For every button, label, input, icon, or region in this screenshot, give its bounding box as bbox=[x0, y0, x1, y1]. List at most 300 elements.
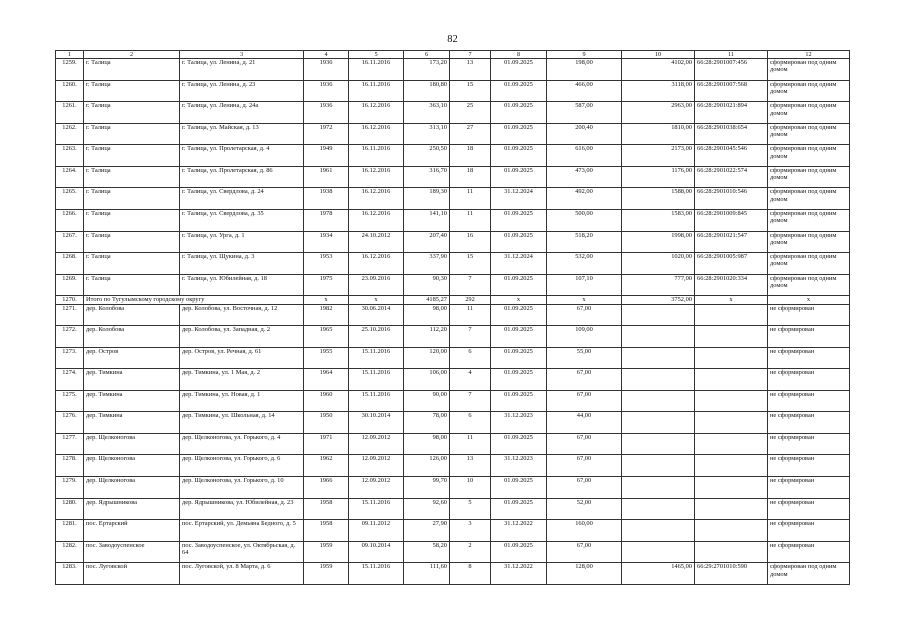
land-status-cell: не сформирован bbox=[768, 541, 850, 563]
locality-cell: г. Талица bbox=[84, 145, 180, 167]
area-cell: 126,00 bbox=[404, 455, 450, 477]
total-row-number: 1270. bbox=[56, 296, 84, 305]
row-number: 1268. bbox=[56, 253, 84, 275]
land-status-cell: сформирован под одним домом bbox=[768, 59, 850, 81]
deadline-date-cell: 01.09.2025 bbox=[491, 145, 547, 167]
row-number: 1280. bbox=[56, 498, 84, 520]
value10-cell: 1588,00 bbox=[622, 188, 695, 210]
value9-cell: 532,00 bbox=[547, 253, 622, 275]
column-number-header: 5 bbox=[349, 51, 404, 59]
year-cell: 1972 bbox=[304, 123, 349, 145]
locality-cell: г. Талица bbox=[84, 274, 180, 296]
area-cell: 141,10 bbox=[404, 209, 450, 231]
land-status-cell: сформирован под одним домом bbox=[768, 102, 850, 124]
cadastral-number-cell bbox=[695, 326, 768, 348]
cadastral-number-cell: 66:28:2901022:574 bbox=[695, 166, 768, 188]
deadline-date-cell: 31.12.2023 bbox=[491, 455, 547, 477]
address-cell: дер. Щелконогова, ул. Горького, д. 6 bbox=[180, 455, 304, 477]
row-number: 1266. bbox=[56, 209, 84, 231]
count-cell: 11 bbox=[450, 209, 491, 231]
table-row bbox=[56, 102, 850, 124]
deadline-date-cell: 31.12.2024 bbox=[491, 188, 547, 210]
date-cell: 16.12.2016 bbox=[349, 123, 404, 145]
cadastral-number-cell bbox=[695, 498, 768, 520]
value10-cell: 2173,00 bbox=[622, 145, 695, 167]
year-cell: 1962 bbox=[304, 455, 349, 477]
deadline-date-cell: 01.09.2025 bbox=[491, 123, 547, 145]
year-cell: 1966 bbox=[304, 477, 349, 499]
count-cell: 4 bbox=[450, 369, 491, 391]
row-number: 1260. bbox=[56, 80, 84, 102]
cadastral-number-cell bbox=[695, 455, 768, 477]
row-number: 1283. bbox=[56, 563, 84, 585]
deadline-date-cell: 31.12.2022 bbox=[491, 563, 547, 585]
address-cell: г. Талица, ул. Пролетарская, д. 86 bbox=[180, 166, 304, 188]
locality-cell: пос. Луговской bbox=[84, 563, 180, 585]
year-cell: 1982 bbox=[304, 304, 349, 326]
value10-cell bbox=[622, 347, 695, 369]
address-cell: дер. Щелконогова, ул. Горького, д. 4 bbox=[180, 433, 304, 455]
cadastral-number-cell bbox=[695, 541, 768, 563]
cadastral-number-cell: 66:28:2901045:546 bbox=[695, 145, 768, 167]
row-number: 1275. bbox=[56, 390, 84, 412]
total-year: x bbox=[304, 296, 349, 305]
locality-cell: г. Талица bbox=[84, 231, 180, 253]
area-cell: 90,00 bbox=[404, 390, 450, 412]
value9-cell: 500,00 bbox=[547, 209, 622, 231]
date-cell: 23.09.2016 bbox=[349, 274, 404, 296]
deadline-date-cell: 01.09.2025 bbox=[491, 326, 547, 348]
value10-cell: 1465,00 bbox=[622, 563, 695, 585]
deadline-date-cell: 01.09.2025 bbox=[491, 102, 547, 124]
deadline-date-cell: 01.09.2025 bbox=[491, 231, 547, 253]
area-cell: 27,90 bbox=[404, 520, 450, 542]
total-value9: x bbox=[547, 296, 622, 305]
cadastral-number-cell bbox=[695, 390, 768, 412]
land-status-cell: сформирован под одним домом bbox=[768, 80, 850, 102]
table-row bbox=[56, 209, 850, 231]
land-status-cell: не сформирован bbox=[768, 412, 850, 434]
land-status-cell: сформирован под одним домом bbox=[768, 166, 850, 188]
land-status-cell: не сформирован bbox=[768, 304, 850, 326]
table-row bbox=[56, 369, 850, 391]
locality-cell: г. Талица bbox=[84, 253, 180, 275]
locality-cell: дер. Щелконогова bbox=[84, 433, 180, 455]
date-cell: 16.12.2016 bbox=[349, 253, 404, 275]
land-status-cell: сформирован под одним домом bbox=[768, 563, 850, 585]
area-cell: 106,00 bbox=[404, 369, 450, 391]
page-number: 82 bbox=[447, 34, 458, 45]
total-value10: 3752,00 bbox=[622, 296, 695, 305]
value10-cell: 1998,00 bbox=[622, 231, 695, 253]
locality-cell: пос. Заводоуспенское bbox=[84, 541, 180, 563]
count-cell: 6 bbox=[450, 412, 491, 434]
locality-cell: дер. Ядрышникова bbox=[84, 498, 180, 520]
cadastral-number-cell: 66:28:2901038:654 bbox=[695, 123, 768, 145]
value10-cell bbox=[622, 477, 695, 499]
year-cell: 1949 bbox=[304, 145, 349, 167]
column-number-header: 11 bbox=[695, 51, 768, 59]
table-row bbox=[56, 231, 850, 253]
deadline-date-cell: 01.09.2025 bbox=[491, 498, 547, 520]
total-row bbox=[56, 296, 850, 305]
area-cell: 180,80 bbox=[404, 80, 450, 102]
locality-cell: г. Талица bbox=[84, 166, 180, 188]
date-cell: 09.11.2012 bbox=[349, 520, 404, 542]
count-cell: 15 bbox=[450, 253, 491, 275]
address-cell: дер. Тимкина, ул. Школьная, д. 14 bbox=[180, 412, 304, 434]
row-number: 1269. bbox=[56, 274, 84, 296]
row-number: 1263. bbox=[56, 145, 84, 167]
count-cell: 3 bbox=[450, 520, 491, 542]
table-row bbox=[56, 253, 850, 275]
address-cell: г. Талица, ул. Свердлова, д. 24 bbox=[180, 188, 304, 210]
area-cell: 189,30 bbox=[404, 188, 450, 210]
year-cell: 1934 bbox=[304, 231, 349, 253]
locality-cell: г. Талица bbox=[84, 123, 180, 145]
area-cell: 207,40 bbox=[404, 231, 450, 253]
deadline-date-cell: 01.09.2025 bbox=[491, 274, 547, 296]
count-cell: 13 bbox=[450, 59, 491, 81]
area-cell: 250,50 bbox=[404, 145, 450, 167]
value9-cell: 160,00 bbox=[547, 520, 622, 542]
land-status-cell: не сформирован bbox=[768, 433, 850, 455]
count-cell: 13 bbox=[450, 455, 491, 477]
land-status-cell: сформирован под одним домом bbox=[768, 253, 850, 275]
year-cell: 1953 bbox=[304, 253, 349, 275]
land-status-cell: сформирован под одним домом bbox=[768, 123, 850, 145]
row-number: 1274. bbox=[56, 369, 84, 391]
row-number: 1282. bbox=[56, 541, 84, 563]
table-row bbox=[56, 390, 850, 412]
column-number-header: 9 bbox=[547, 51, 622, 59]
column-number-header: 8 bbox=[491, 51, 547, 59]
total-area: 4185,27 bbox=[404, 296, 450, 305]
deadline-date-cell: 01.09.2025 bbox=[491, 477, 547, 499]
table-row bbox=[56, 477, 850, 499]
cadastral-number-cell bbox=[695, 369, 768, 391]
locality-cell: дер. Тимкина bbox=[84, 390, 180, 412]
area-cell: 58,20 bbox=[404, 541, 450, 563]
value9-cell: 107,10 bbox=[547, 274, 622, 296]
address-cell: дер. Щелконогова, ул. Горького, д. 10 bbox=[180, 477, 304, 499]
value10-cell bbox=[622, 326, 695, 348]
value9-cell: 587,00 bbox=[547, 102, 622, 124]
column-number-header: 4 bbox=[304, 51, 349, 59]
table-row bbox=[56, 455, 850, 477]
date-cell: 15.11.2016 bbox=[349, 347, 404, 369]
value9-cell: 198,00 bbox=[547, 59, 622, 81]
total-deadline: x bbox=[491, 296, 547, 305]
address-cell: г. Талица, ул. Ленина, д. 23 bbox=[180, 80, 304, 102]
address-cell: г. Талица, ул. Урга, д. 1 bbox=[180, 231, 304, 253]
value10-cell: 2963,00 bbox=[622, 102, 695, 124]
cadastral-number-cell bbox=[695, 412, 768, 434]
locality-cell: дер. Колобова bbox=[84, 304, 180, 326]
locality-cell: дер. Остров bbox=[84, 347, 180, 369]
year-cell: 1936 bbox=[304, 80, 349, 102]
deadline-date-cell: 01.09.2025 bbox=[491, 209, 547, 231]
cadastral-number-cell: 66:28:2901007:456 bbox=[695, 59, 768, 81]
area-cell: 337,90 bbox=[404, 253, 450, 275]
value9-cell: 492,00 bbox=[547, 188, 622, 210]
table-row bbox=[56, 166, 850, 188]
area-cell: 112,20 bbox=[404, 326, 450, 348]
cadastral-number-cell bbox=[695, 304, 768, 326]
year-cell: 1959 bbox=[304, 563, 349, 585]
count-cell: 25 bbox=[450, 102, 491, 124]
total-label: Итого по Тугулымскому городскому округу bbox=[84, 296, 304, 305]
address-cell: дер. Ядрышникова, ул. Юбилейная, д. 23 bbox=[180, 498, 304, 520]
row-number: 1267. bbox=[56, 231, 84, 253]
value10-cell: 3118,00 bbox=[622, 80, 695, 102]
column-number-header: 2 bbox=[84, 51, 180, 59]
count-cell: 15 bbox=[450, 80, 491, 102]
deadline-date-cell: 01.09.2025 bbox=[491, 166, 547, 188]
value9-cell: 128,00 bbox=[547, 563, 622, 585]
land-status-cell: не сформирован bbox=[768, 477, 850, 499]
value10-cell bbox=[622, 304, 695, 326]
year-cell: 1936 bbox=[304, 102, 349, 124]
count-cell: 18 bbox=[450, 166, 491, 188]
cadastral-number-cell: 66:28:2901007:568 bbox=[695, 80, 768, 102]
locality-cell: дер. Щелконогова bbox=[84, 455, 180, 477]
cadastral-number-cell bbox=[695, 433, 768, 455]
date-cell: 12.09.2012 bbox=[349, 433, 404, 455]
deadline-date-cell: 01.09.2025 bbox=[491, 304, 547, 326]
land-status-cell: не сформирован bbox=[768, 498, 850, 520]
value9-cell: 518,20 bbox=[547, 231, 622, 253]
column-number-header: 3 bbox=[180, 51, 304, 59]
year-cell: 1955 bbox=[304, 347, 349, 369]
value10-cell bbox=[622, 390, 695, 412]
row-number: 1261. bbox=[56, 102, 84, 124]
year-cell: 1965 bbox=[304, 326, 349, 348]
cadastral-number-cell bbox=[695, 477, 768, 499]
value9-cell: 44,00 bbox=[547, 412, 622, 434]
address-cell: пос. Заводоуспенское, ул. Октябрьская, д. 64 bbox=[180, 541, 304, 563]
table-row bbox=[56, 412, 850, 434]
address-cell: дер. Тимкина, ул. 1 Мая, д. 2 bbox=[180, 369, 304, 391]
locality-cell: г. Талица bbox=[84, 209, 180, 231]
value9-cell: 67,00 bbox=[547, 477, 622, 499]
land-status-cell: сформирован под одним домом bbox=[768, 231, 850, 253]
value9-cell: 67,00 bbox=[547, 369, 622, 391]
area-cell: 92,60 bbox=[404, 498, 450, 520]
count-cell: 8 bbox=[450, 563, 491, 585]
deadline-date-cell: 01.09.2025 bbox=[491, 369, 547, 391]
area-cell: 363,10 bbox=[404, 102, 450, 124]
land-status-cell: сформирован под одним домом bbox=[768, 209, 850, 231]
column-number-header: 1 bbox=[56, 51, 84, 59]
address-cell: г. Талица, ул. Ленина, д. 21 bbox=[180, 59, 304, 81]
table-row bbox=[56, 433, 850, 455]
count-cell: 18 bbox=[450, 145, 491, 167]
deadline-date-cell: 01.09.2025 bbox=[491, 390, 547, 412]
address-cell: г. Талица, ул. Щукина, д. 3 bbox=[180, 253, 304, 275]
deadline-date-cell: 01.09.2025 bbox=[491, 541, 547, 563]
value9-cell: 200,40 bbox=[547, 123, 622, 145]
count-cell: 27 bbox=[450, 123, 491, 145]
year-cell: 1938 bbox=[304, 188, 349, 210]
address-cell: пос. Луговской, ул. 8 Марта, д. 6 bbox=[180, 563, 304, 585]
year-cell: 1950 bbox=[304, 412, 349, 434]
date-cell: 15.11.2016 bbox=[349, 563, 404, 585]
date-cell: 30.10.2014 bbox=[349, 412, 404, 434]
land-status-cell: не сформирован bbox=[768, 390, 850, 412]
count-cell: 16 bbox=[450, 231, 491, 253]
value10-cell: 4102,00 bbox=[622, 59, 695, 81]
land-status-cell: сформирован под одним домом bbox=[768, 274, 850, 296]
area-cell: 98,00 bbox=[404, 304, 450, 326]
deadline-date-cell: 31.12.2022 bbox=[491, 520, 547, 542]
land-status-cell: не сформирован bbox=[768, 369, 850, 391]
date-cell: 16.12.2016 bbox=[349, 166, 404, 188]
deadline-date-cell: 01.09.2025 bbox=[491, 80, 547, 102]
value10-cell bbox=[622, 433, 695, 455]
cadastral-number-cell: 66:28:2901021:547 bbox=[695, 231, 768, 253]
value10-cell bbox=[622, 369, 695, 391]
deadline-date-cell: 31.12.2023 bbox=[491, 412, 547, 434]
date-cell: 16.11.2016 bbox=[349, 145, 404, 167]
deadline-date-cell: 31.12.2024 bbox=[491, 253, 547, 275]
date-cell: 15.11.2016 bbox=[349, 369, 404, 391]
value10-cell bbox=[622, 520, 695, 542]
row-number: 1264. bbox=[56, 166, 84, 188]
value9-cell: 473,00 bbox=[547, 166, 622, 188]
value9-cell: 67,00 bbox=[547, 304, 622, 326]
value10-cell: 777,00 bbox=[622, 274, 695, 296]
value10-cell bbox=[622, 541, 695, 563]
cadastral-number-cell bbox=[695, 520, 768, 542]
count-cell: 7 bbox=[450, 326, 491, 348]
value9-cell: 67,00 bbox=[547, 541, 622, 563]
table-row bbox=[56, 80, 850, 102]
cadastral-number-cell: 66:28:2901009:845 bbox=[695, 209, 768, 231]
address-cell: дер. Колобова, ул. Восточная, д. 12 bbox=[180, 304, 304, 326]
count-cell: 11 bbox=[450, 304, 491, 326]
row-number: 1279. bbox=[56, 477, 84, 499]
value9-cell: 55,00 bbox=[547, 347, 622, 369]
row-number: 1276. bbox=[56, 412, 84, 434]
count-cell: 2 bbox=[450, 541, 491, 563]
locality-cell: г. Талица bbox=[84, 80, 180, 102]
address-cell: дер. Колобова, ул. Западная, д. 2 bbox=[180, 326, 304, 348]
row-number: 1281. bbox=[56, 520, 84, 542]
row-number: 1272. bbox=[56, 326, 84, 348]
locality-cell: г. Талица bbox=[84, 102, 180, 124]
year-cell: 1958 bbox=[304, 520, 349, 542]
area-cell: 173,20 bbox=[404, 59, 450, 81]
value10-cell: 1810,00 bbox=[622, 123, 695, 145]
table-row bbox=[56, 59, 850, 81]
address-cell: дер. Тимкина, ул. Новая, д. 1 bbox=[180, 390, 304, 412]
table-row bbox=[56, 520, 850, 542]
date-cell: 12.09.2012 bbox=[349, 477, 404, 499]
cadastral-number-cell: 66:28:2901021:894 bbox=[695, 102, 768, 124]
date-cell: 16.12.2016 bbox=[349, 209, 404, 231]
deadline-date-cell: 01.09.2025 bbox=[491, 347, 547, 369]
value10-cell: 1176,00 bbox=[622, 166, 695, 188]
area-cell: 316,70 bbox=[404, 166, 450, 188]
deadline-date-cell: 01.09.2025 bbox=[491, 433, 547, 455]
area-cell: 111,60 bbox=[404, 563, 450, 585]
total-date: x bbox=[349, 296, 404, 305]
column-number-header: 10 bbox=[622, 51, 695, 59]
year-cell: 1960 bbox=[304, 390, 349, 412]
table-row bbox=[56, 274, 850, 296]
count-cell: 5 bbox=[450, 498, 491, 520]
cadastral-number-cell: 66:29:2701010:590 bbox=[695, 563, 768, 585]
cadastral-number-cell: 66:28:2901005:987 bbox=[695, 253, 768, 275]
area-cell: 78,00 bbox=[404, 412, 450, 434]
address-cell: г. Талица, ул. Свердлова, д. 35 bbox=[180, 209, 304, 231]
cadastral-number-cell bbox=[695, 347, 768, 369]
date-cell: 24.10.2012 bbox=[349, 231, 404, 253]
cadastral-number-cell: 66:28:2901010:546 bbox=[695, 188, 768, 210]
area-cell: 99,70 bbox=[404, 477, 450, 499]
locality-cell: дер. Колобова bbox=[84, 326, 180, 348]
housing-register-table bbox=[55, 50, 850, 585]
count-cell: 7 bbox=[450, 390, 491, 412]
value9-cell: 52,00 bbox=[547, 498, 622, 520]
address-cell: пос. Ертарский, ул. Демьяна Бедного, д. 5 bbox=[180, 520, 304, 542]
row-number: 1265. bbox=[56, 188, 84, 210]
date-cell: 25.10.2016 bbox=[349, 326, 404, 348]
row-number: 1259. bbox=[56, 59, 84, 81]
value10-cell bbox=[622, 498, 695, 520]
land-status-cell: не сформирован bbox=[768, 520, 850, 542]
date-cell: 09.10.2014 bbox=[349, 541, 404, 563]
column-number-header: 12 bbox=[768, 51, 850, 59]
year-cell: 1936 bbox=[304, 59, 349, 81]
column-number-header: 6 bbox=[404, 51, 450, 59]
area-cell: 313,10 bbox=[404, 123, 450, 145]
address-cell: г. Талица, ул. Ленина, д. 24а bbox=[180, 102, 304, 124]
table-row bbox=[56, 347, 850, 369]
year-cell: 1978 bbox=[304, 209, 349, 231]
date-cell: 16.11.2016 bbox=[349, 59, 404, 81]
total-count: 292 bbox=[450, 296, 491, 305]
value9-cell: 67,00 bbox=[547, 390, 622, 412]
value9-cell: 466,00 bbox=[547, 80, 622, 102]
locality-cell: г. Талица bbox=[84, 59, 180, 81]
value9-cell: 67,00 bbox=[547, 455, 622, 477]
total-cadastral: x bbox=[695, 296, 768, 305]
land-status-cell: сформирован под одним домом bbox=[768, 188, 850, 210]
land-status-cell: не сформирован bbox=[768, 347, 850, 369]
table-row bbox=[56, 188, 850, 210]
year-cell: 1964 bbox=[304, 369, 349, 391]
date-cell: 15.11.2016 bbox=[349, 390, 404, 412]
date-cell: 16.12.2016 bbox=[349, 102, 404, 124]
table-row bbox=[56, 563, 850, 585]
count-cell: 11 bbox=[450, 188, 491, 210]
count-cell: 7 bbox=[450, 274, 491, 296]
locality-cell: пос. Ертарский bbox=[84, 520, 180, 542]
area-cell: 90,30 bbox=[404, 274, 450, 296]
row-number: 1278. bbox=[56, 455, 84, 477]
deadline-date-cell: 01.09.2025 bbox=[491, 59, 547, 81]
locality-cell: дер. Тимкина bbox=[84, 412, 180, 434]
value9-cell: 67,00 bbox=[547, 433, 622, 455]
date-cell: 16.11.2016 bbox=[349, 80, 404, 102]
date-cell: 30.06.2014 bbox=[349, 304, 404, 326]
area-cell: 120,00 bbox=[404, 347, 450, 369]
total-status: x bbox=[768, 296, 850, 305]
land-status-cell: сформирован под одним домом bbox=[768, 145, 850, 167]
address-cell: г. Талица, ул. Юбилейная, д. 18 bbox=[180, 274, 304, 296]
